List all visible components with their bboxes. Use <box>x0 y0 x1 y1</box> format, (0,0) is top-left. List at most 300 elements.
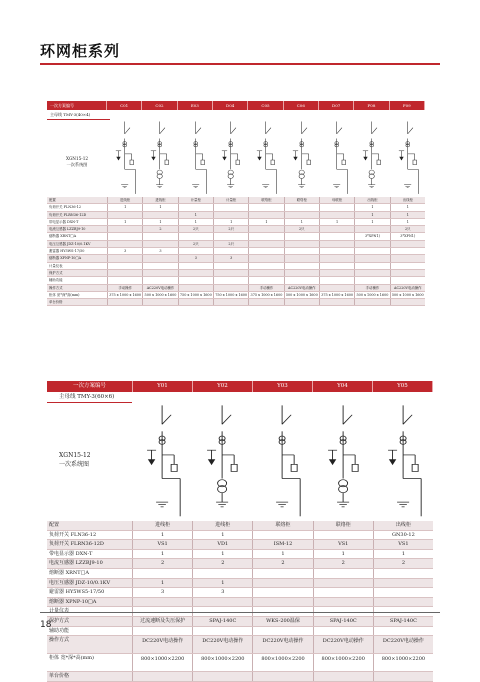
table-cell <box>373 588 433 597</box>
table-cell: 2 <box>192 559 252 568</box>
diagram-label-model: XGN15-12 <box>65 156 89 161</box>
table-cell: 3*XPN1) <box>390 233 425 239</box>
column-header: F09 <box>390 101 425 110</box>
table-row <box>47 617 433 627</box>
table-cell <box>252 531 312 540</box>
scheme-table-small <box>47 101 425 306</box>
row-label: 配置 <box>49 522 60 528</box>
table-cell: VS1 <box>132 540 192 549</box>
page-title: 环网柜系列 <box>40 42 121 60</box>
table-cell <box>252 598 312 607</box>
table-cell <box>319 299 354 305</box>
row-label: 单台价格 <box>49 300 63 305</box>
table-cell <box>192 598 252 607</box>
schematic-diagram <box>284 120 319 197</box>
table-cell <box>192 627 252 636</box>
table-cell <box>373 569 433 578</box>
row-label: 熔断器 XPNP-10□A <box>49 598 97 605</box>
table-row <box>47 636 433 654</box>
table-cell: 过流速断及失压保护 <box>132 617 192 626</box>
table-cell: 1 <box>252 550 312 559</box>
table-cell: 母联柜 <box>319 197 354 203</box>
table-cell: AC220V电动操作 <box>284 285 319 291</box>
table-cell <box>354 277 389 283</box>
table-cell: 750 x 1000 x 1600 <box>213 292 248 298</box>
table-cell <box>248 263 283 269</box>
table-cell: VS1 <box>373 540 433 549</box>
row-label: 负荷开关 FLRN36-12D <box>49 541 104 548</box>
table-cell: 1 <box>373 550 433 559</box>
table-cell: 2 <box>373 559 433 568</box>
table-cell: 375 x 1000 x 1600 <box>248 292 283 298</box>
table-cell <box>319 263 354 269</box>
table-cell: 进线柜 <box>142 197 177 203</box>
schematic-diagram <box>248 120 283 197</box>
table-cell <box>248 248 283 254</box>
table-cell <box>107 241 142 247</box>
table-cell <box>213 248 248 254</box>
row-label: 负荷开关 FLRN36-12D <box>49 212 87 217</box>
table-cell: 1 <box>313 550 373 559</box>
table-cell: 3 <box>178 255 213 261</box>
table-cell <box>354 263 389 269</box>
table-cell <box>390 248 425 254</box>
table-cell <box>248 204 283 210</box>
row-label: 熔断器 XPNP-10□A <box>49 256 82 261</box>
table-cell <box>284 270 319 276</box>
table-cell <box>252 627 312 636</box>
table-cell: DC220V电动操作 <box>132 636 192 653</box>
table-row <box>47 197 425 204</box>
table-cell <box>390 270 425 276</box>
table-row <box>47 521 433 531</box>
column-header: Y01 <box>133 381 193 392</box>
column-header: E03 <box>178 101 213 110</box>
table-cell: 出线柜 <box>354 197 389 203</box>
table-header <box>47 101 425 110</box>
table-cell <box>313 579 373 588</box>
row-label: 柜体 宽*深*高(mm) <box>49 292 80 297</box>
column-header: D04 <box>213 101 248 110</box>
table-row <box>47 292 425 299</box>
table-cell <box>178 263 213 269</box>
table-cell: 800×1000×2200 <box>373 654 433 671</box>
table-header <box>47 381 433 392</box>
table-cell: 2 <box>132 559 192 568</box>
diagram-label <box>47 120 107 197</box>
schematic-diagram <box>107 120 142 197</box>
table-cell <box>213 299 248 305</box>
table-cell: VS1 <box>313 540 373 549</box>
table-cell <box>319 270 354 276</box>
table-cell: 3 <box>107 248 142 254</box>
row-label: 配置 <box>49 198 56 202</box>
table-row <box>47 285 425 292</box>
table-cell <box>319 204 354 210</box>
column-header: C02 <box>142 101 177 110</box>
table-row <box>47 226 425 233</box>
table-cell <box>107 233 142 239</box>
column-header: Y03 <box>253 381 313 392</box>
row-label: 电流互感器 LZZBJ9-10 <box>49 560 103 567</box>
table-cell: 1 <box>354 212 389 218</box>
table-cell <box>132 569 192 578</box>
table-cell: 3 <box>213 255 248 261</box>
table-row <box>47 219 425 226</box>
table-cell <box>178 299 213 305</box>
table-cell: 进线柜 <box>107 197 142 203</box>
row-label: 带电显示器 DXN-T <box>49 219 79 224</box>
table-cell <box>313 672 373 681</box>
column-header: C06 <box>284 101 319 110</box>
schematic-diagram <box>354 120 389 197</box>
table-cell: 联络柜 <box>252 521 312 530</box>
table-cell: 2只 <box>178 241 213 247</box>
bus-label: 主母线 TMY-3(60×6) <box>47 392 132 403</box>
table-cell <box>354 299 389 305</box>
table-cell <box>284 248 319 254</box>
table-cell: 进线柜 <box>132 521 192 530</box>
table-cell <box>390 255 425 261</box>
schematic-diagram <box>213 120 248 197</box>
table-cell <box>390 299 425 305</box>
diagram-label-model: XGN15-12 <box>59 452 91 459</box>
row-label: 辅助功能 <box>49 627 70 634</box>
table-cell <box>319 255 354 261</box>
table-cell: 进线柜 <box>192 521 252 530</box>
table-cell: 500 x 1000 x 1600 <box>354 292 389 298</box>
table-cell <box>319 212 354 218</box>
table-cell: 计量柜 <box>178 197 213 203</box>
table-cell <box>373 672 433 681</box>
diagram-label-text: 一次系统图 <box>59 461 90 468</box>
table-cell <box>248 299 283 305</box>
table-row <box>47 248 425 255</box>
table-cell: WKS-200温保 <box>252 617 312 626</box>
table-cell: 1 <box>390 204 425 210</box>
table-cell <box>107 277 142 283</box>
table-row <box>47 540 433 550</box>
table-cell: 1 <box>213 219 248 225</box>
table-cell <box>132 598 192 607</box>
table-cell: 联络柜 <box>313 521 373 530</box>
table-cell: SPAJ-140C <box>313 617 373 626</box>
row-label: 辅助功能 <box>49 278 63 283</box>
table-cell <box>284 255 319 261</box>
table-cell: 1 <box>390 212 425 218</box>
table-cell <box>107 226 142 232</box>
table-cell <box>213 263 248 269</box>
row-label: 负荷开关 FLN36-12 <box>49 205 81 210</box>
table-cell <box>248 233 283 239</box>
table-cell: 1 <box>192 531 252 540</box>
scheme-table-large <box>47 381 433 682</box>
table-cell <box>373 579 433 588</box>
row-label: 熔断器 XRNT□A <box>49 569 89 576</box>
table-row <box>47 212 425 219</box>
table-cell: 出线柜 <box>390 197 425 203</box>
table-cell <box>313 598 373 607</box>
table-cell: 800×1000×2200 <box>192 654 252 671</box>
table-cell: 1 <box>132 550 192 559</box>
table-cell <box>390 241 425 247</box>
table-cell <box>142 277 177 283</box>
table-cell <box>248 241 283 247</box>
table-cell: 联络柜 <box>248 197 283 203</box>
table-row <box>47 263 425 270</box>
table-cell <box>142 241 177 247</box>
row-label: 避雷器 HY5WS-17/50 <box>49 249 85 254</box>
spec-rows <box>47 197 425 306</box>
schematic-diagram <box>373 403 433 521</box>
table-cell <box>248 226 283 232</box>
table-cell <box>142 233 177 239</box>
table-cell: 2 <box>313 559 373 568</box>
table-cell: 750 x 1000 x 1600 <box>178 292 213 298</box>
table-row <box>47 531 433 541</box>
schematic-diagram <box>142 120 177 197</box>
table-cell: 1 <box>192 579 252 588</box>
table-cell <box>252 579 312 588</box>
table-cell: 1 <box>390 219 425 225</box>
row-label: 操作方式 <box>49 637 70 644</box>
table-cell <box>248 255 283 261</box>
table-row <box>47 598 433 608</box>
table-cell <box>284 241 319 247</box>
table-cell: 1 <box>192 550 252 559</box>
table-cell: 800×1000×2200 <box>313 654 373 671</box>
column-header: D07 <box>319 101 354 110</box>
title-rule <box>40 63 440 65</box>
table-cell <box>107 263 142 269</box>
table-cell: 1 <box>132 579 192 588</box>
diagram-row <box>47 403 433 521</box>
table-cell <box>132 627 192 636</box>
table-cell: 1 <box>178 219 213 225</box>
column-header: C05 <box>248 101 283 110</box>
schematic-diagram <box>313 403 373 521</box>
table-cell <box>178 285 213 291</box>
table-cell <box>390 263 425 269</box>
table-cell: 出线柜 <box>373 521 433 530</box>
diagram-label <box>47 403 132 521</box>
table-cell: 800×1000×2200 <box>252 654 312 671</box>
table-cell: 手动操作 <box>248 285 283 291</box>
table-cell <box>313 588 373 597</box>
table-cell: 1 <box>284 219 319 225</box>
table-cell <box>354 248 389 254</box>
table-cell: SPAJ-140C <box>192 617 252 626</box>
table-cell: ISM-12 <box>252 540 312 549</box>
table-cell: 1 <box>354 219 389 225</box>
table-cell <box>107 212 142 218</box>
table-cell <box>213 204 248 210</box>
table-cell: 联络柜 <box>284 197 319 203</box>
table-cell: DC220V电动操作 <box>373 636 433 653</box>
spec-rows <box>47 521 433 682</box>
table-cell <box>354 270 389 276</box>
column-header: F08 <box>354 101 389 110</box>
table-cell <box>178 233 213 239</box>
row-label: 电压互感器 JDZ-10/0.1KV <box>49 579 111 586</box>
table-cell: 2只 <box>213 226 248 232</box>
table-cell: 手动操作 <box>107 285 142 291</box>
table-cell: GN30-12 <box>373 531 433 540</box>
row-label: 单台价格 <box>49 673 70 680</box>
table-cell <box>213 212 248 218</box>
column-header: Y04 <box>313 381 373 392</box>
table-cell: 1 <box>132 531 192 540</box>
table-cell: 2 <box>142 226 177 232</box>
table-cell: 1 <box>107 219 142 225</box>
table-cell <box>354 255 389 261</box>
table-row <box>47 559 433 569</box>
table-cell: 1 <box>248 219 283 225</box>
footer-rule <box>40 612 440 613</box>
table-cell: VD1 <box>192 540 252 549</box>
row-label: 电压互感器 JDZ-10/0.1KV <box>49 241 91 246</box>
table-cell <box>142 270 177 276</box>
table-cell <box>192 672 252 681</box>
table-cell <box>213 277 248 283</box>
table-cell: 800×1000×2200 <box>132 654 192 671</box>
table-cell: 1 <box>142 219 177 225</box>
table-cell: AC220V电动操作 <box>390 285 425 291</box>
table-cell <box>313 531 373 540</box>
table-cell <box>319 277 354 283</box>
table-cell: 500 x 1000 x 1600 <box>284 292 319 298</box>
table-cell <box>213 233 248 239</box>
table-row <box>47 672 433 682</box>
table-row <box>47 233 425 240</box>
diagram-label-text: 一次系统图 <box>66 162 88 167</box>
table-cell: 375 x 1000 x 1600 <box>319 292 354 298</box>
table-cell <box>354 226 389 232</box>
table-cell <box>284 277 319 283</box>
table-cell: 3 <box>132 588 192 597</box>
table-cell <box>313 569 373 578</box>
table-row <box>47 654 433 672</box>
row-label: 熔断器 XRNT□A <box>49 234 77 239</box>
row-label: 负荷开关 FLN36-12 <box>49 531 97 538</box>
table-cell: 1 <box>354 204 389 210</box>
header-label: 一次方案编号 <box>47 381 133 392</box>
table-row <box>47 299 425 306</box>
table-cell <box>142 212 177 218</box>
table-cell <box>373 627 433 636</box>
row-label: 电流互感器 LZZBJ9-10 <box>49 227 86 232</box>
table-row <box>47 241 425 248</box>
table-cell <box>213 285 248 291</box>
table-cell <box>284 299 319 305</box>
table-cell <box>284 263 319 269</box>
row-label: 保护方式 <box>49 617 70 624</box>
schematic-diagram <box>178 120 213 197</box>
table-cell <box>248 212 283 218</box>
table-row <box>47 579 433 589</box>
table-cell: 2 <box>252 559 312 568</box>
table-cell: 手动操作 <box>354 285 389 291</box>
table-cell <box>142 263 177 269</box>
row-label: 保护方式 <box>49 270 63 275</box>
table-cell: 3*XPN1) <box>354 233 389 239</box>
table-cell: SPAJ-140C <box>373 617 433 626</box>
table-cell <box>178 277 213 283</box>
table-cell: 2只 <box>178 226 213 232</box>
row-label: 操作方式 <box>49 285 63 290</box>
table-cell <box>390 277 425 283</box>
column-header: Y02 <box>193 381 253 392</box>
table-row <box>47 627 433 637</box>
table-cell: 1 <box>319 219 354 225</box>
table-cell: 1 <box>107 204 142 210</box>
table-row <box>47 569 433 579</box>
table-cell <box>319 285 354 291</box>
table-cell <box>252 569 312 578</box>
table-cell: 3 <box>142 248 177 254</box>
row-label: 计量仪表 <box>49 263 63 268</box>
schematic-diagram <box>319 120 354 197</box>
table-cell: 375 x 1000 x 1600 <box>107 292 142 298</box>
table-cell <box>132 672 192 681</box>
column-header: C01 <box>107 101 142 110</box>
table-cell <box>107 270 142 276</box>
row-label: 避雷器 HY5WS5-17/50 <box>49 589 105 596</box>
table-cell <box>252 588 312 597</box>
table-cell: 3 <box>192 588 252 597</box>
schematic-diagram <box>132 403 192 521</box>
table-cell <box>142 299 177 305</box>
table-cell <box>373 598 433 607</box>
table-cell <box>107 255 142 261</box>
table-cell: DC220V电动操作 <box>313 636 373 653</box>
table-cell <box>252 672 312 681</box>
table-cell <box>192 569 252 578</box>
table-cell <box>178 248 213 254</box>
table-cell: 1 <box>178 212 213 218</box>
table-cell <box>319 241 354 247</box>
table-cell <box>284 233 319 239</box>
table-cell <box>178 270 213 276</box>
row-label: 带电显示器 DXN-T <box>49 550 93 557</box>
table-cell: DC220V电动操作 <box>192 636 252 653</box>
bus-label: 主母线 TMY-3(40×4) <box>47 110 110 120</box>
page-number: 18 <box>40 620 52 630</box>
table-row <box>47 255 425 262</box>
table-cell: 2只 <box>390 226 425 232</box>
table-cell <box>319 248 354 254</box>
table-cell: AC220V电动操作 <box>142 285 177 291</box>
table-row <box>47 550 433 560</box>
table-cell <box>142 255 177 261</box>
table-row <box>47 277 425 284</box>
diagram-row <box>47 120 425 197</box>
table-cell <box>178 204 213 210</box>
row-label: 柜体 宽*深*高(mm) <box>49 655 94 662</box>
table-cell: DC220V电动操作 <box>252 636 312 653</box>
column-header: Y05 <box>373 381 433 392</box>
header-label: 一次方案编号 <box>47 101 107 110</box>
table-cell <box>107 299 142 305</box>
table-row <box>47 204 425 211</box>
schematic-diagram <box>252 403 312 521</box>
schematic-diagram <box>390 120 425 197</box>
table-cell <box>354 241 389 247</box>
table-cell <box>319 233 354 239</box>
table-cell <box>248 277 283 283</box>
table-cell: 500 x 1000 x 1600 <box>142 292 177 298</box>
table-cell <box>248 270 283 276</box>
